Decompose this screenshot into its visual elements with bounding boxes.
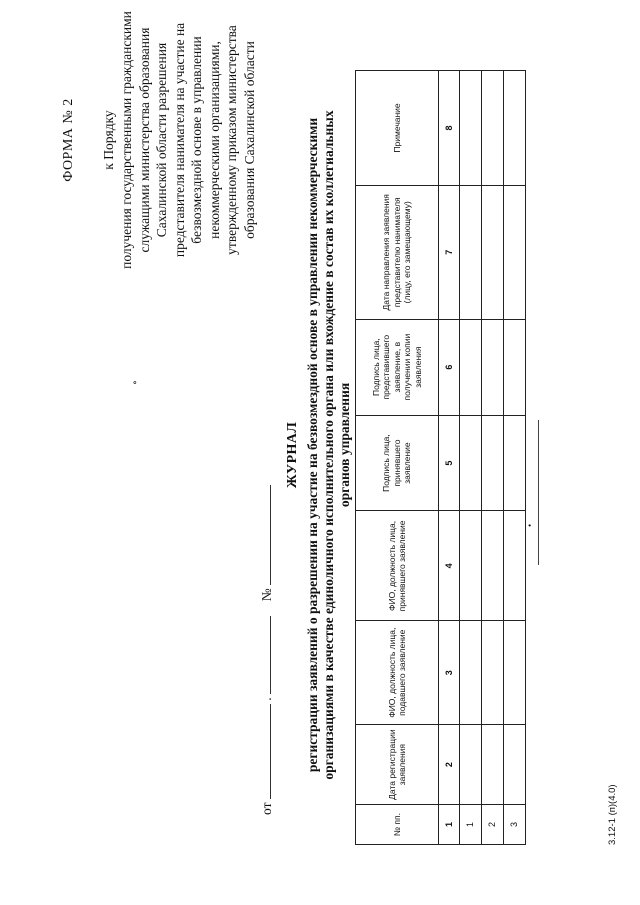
table-cell — [504, 319, 526, 415]
journal-subtitle-line: регистрации заявлений о разрешении на участие на безвозмездной основе в управлении некоммерческими — [305, 117, 320, 773]
form-title: ФОРМА № 2 — [61, 98, 76, 182]
from-line — [258, 255, 275, 815]
column-number: 5 — [439, 415, 460, 511]
column-number: 7 — [439, 185, 460, 319]
header-cell: Дата регистрации заявления — [356, 725, 439, 805]
journal-subtitle — [305, 60, 353, 830]
table-cell — [482, 319, 504, 415]
row-number: 2 — [482, 805, 504, 845]
date-dot: . — [259, 697, 274, 701]
month-blank — [258, 616, 271, 694]
form-header — [60, 0, 258, 320]
table-cell — [504, 71, 526, 186]
column-number: 8 — [439, 71, 460, 186]
header-cell: Примечание — [356, 71, 439, 186]
table-row — [482, 71, 504, 845]
table-cell — [482, 725, 504, 805]
form-line: образования Сахалинской области — [241, 41, 257, 239]
form-line: получения государственными гражданскими — [119, 11, 134, 269]
table-cell — [504, 621, 526, 725]
table-cell — [460, 185, 482, 319]
table-cell — [482, 415, 504, 511]
number-blank — [258, 485, 271, 585]
table-cell — [460, 71, 482, 186]
journal-subtitle-line: организациями в качестве единоличного исполнительного органа или вхождение в состав их коллегиальных — [321, 110, 336, 780]
scan-mark: • — [525, 523, 535, 527]
journal-title: ЖУРНАЛ — [285, 421, 300, 489]
table-cell — [460, 621, 482, 725]
document-reference: 3.12-1 (п)(4.0) — [607, 784, 618, 845]
table-cell — [482, 511, 504, 621]
table-row — [504, 71, 526, 845]
form-line: Сахалинской области разрешения — [154, 42, 169, 238]
column-number: 6 — [439, 319, 460, 415]
form-line: безвозмездной основе в управлении — [189, 36, 204, 244]
table-cell — [460, 415, 482, 511]
table-row — [460, 71, 482, 845]
number-sign: № — [259, 588, 274, 602]
table-cell — [460, 319, 482, 415]
form-line: служащими министерства образования — [136, 27, 152, 253]
table-cell — [460, 725, 482, 805]
header-cell: Подпись лица, принявшего заявление — [356, 415, 439, 511]
form-line: некоммерческими организациями, — [206, 41, 222, 239]
registration-table — [355, 70, 526, 845]
scan-mark: ∘ — [130, 380, 141, 385]
column-number: 4 — [439, 511, 460, 621]
column-number: 3 — [439, 621, 460, 725]
form-k: к Порядку — [100, 110, 116, 170]
date-blank — [258, 704, 271, 799]
column-number: 1 — [439, 805, 460, 845]
table-cell — [504, 185, 526, 319]
header-cell: ФИО, должность лица, подавшего заявление — [356, 621, 439, 725]
row-number: 3 — [504, 805, 526, 845]
horizontal-rule — [538, 420, 539, 565]
header-cell: Дата направления заявления представителю нанимателя (лицу, его замещающему) — [356, 185, 439, 319]
table-cell — [460, 511, 482, 621]
table-cell — [482, 621, 504, 725]
row-number: 1 — [460, 805, 482, 845]
column-number: 2 — [439, 725, 460, 805]
table-cell — [482, 71, 504, 186]
form-line: утвержденному приказом министерства — [224, 25, 239, 255]
header-cell: № пп. — [356, 805, 439, 845]
header-cell: Подпись лица, представившего заявление, в получении копии заявления — [356, 319, 439, 415]
header-row — [356, 71, 439, 845]
table-cell — [482, 185, 504, 319]
journal-subtitle-line: органов управления — [337, 382, 352, 508]
from-label: от — [259, 802, 274, 815]
column-number-row — [439, 71, 460, 845]
table-cell — [504, 511, 526, 621]
header-cell: ФИО, должность лица, принявшего заявление — [356, 511, 439, 621]
table-cell — [504, 725, 526, 805]
table-cell — [504, 415, 526, 511]
form-line: представителя нанимателя на участие на — [171, 22, 187, 258]
